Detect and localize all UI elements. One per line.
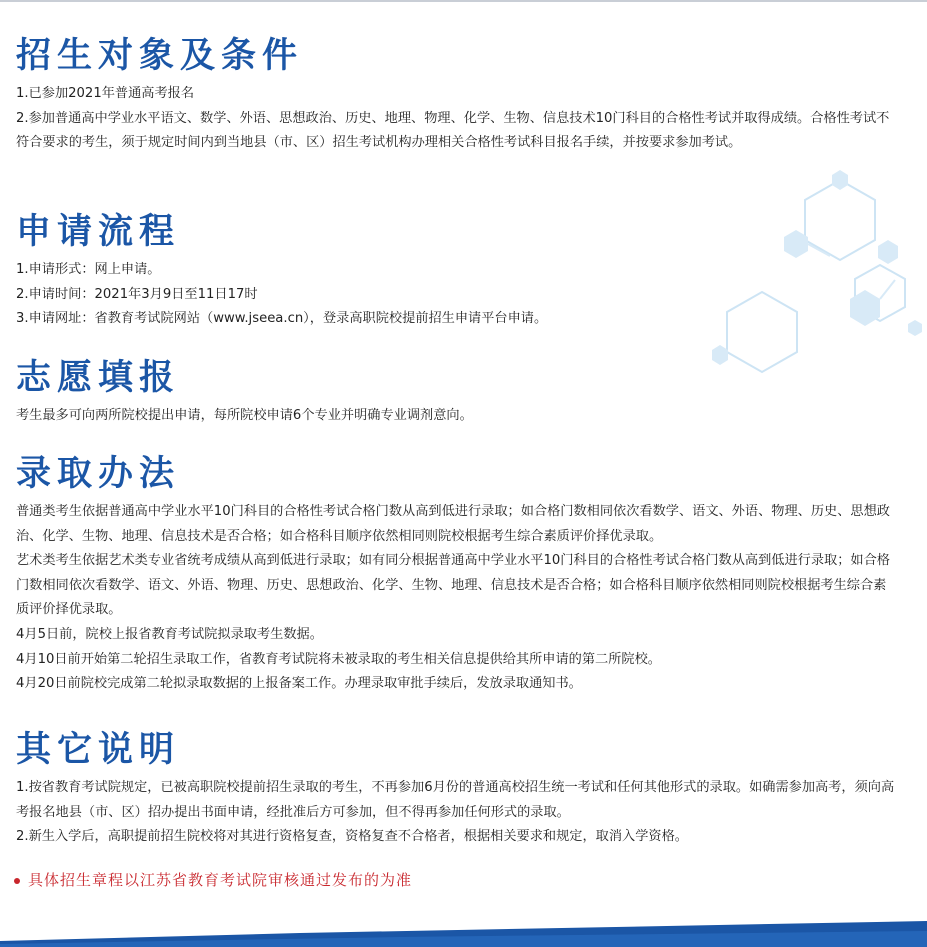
paragraph: 1.已参加2021年普通高考报名 [16,86,195,101]
section-enrollment-conditions [16,34,896,156]
footer-wave-band [0,907,927,947]
paragraph: 2.新生入学后，高职提前招生院校将对其进行资格复查，资格复查不合格者，根据相关要求和规定，取消入学资格。 [16,829,688,845]
paragraph: 1.按省教育考试院规定，已被高职院校提前招生录取的考生，不再参加6月份的普通高校招生统一考试和任何其他形式的录取。如确需参加高考，须向高考报名地县（市、区）招办提出书面申请，经批准后方可参加，但不得再参加任何形式的录取。 [16,780,895,820]
paragraph: 1.申请形式：网上申请。 [16,262,161,277]
paragraph: 3.申请网址：省教育考试院网站（www.jseea.cn），登录高职院校提前招生申请平台申请。 [16,311,548,327]
section-title: 其它说明 [16,730,181,770]
footer-note-text: 具体招生章程以江苏省教育考试院审核通过发布的为准 [28,871,413,889]
section-application-process [16,210,896,332]
paragraph: 艺术类考生依据艺术类专业省统考成绩从高到低进行录取；如有同分根据普通高中学业水平10门科目的合格性考试合格门数从高到低进行录取；如合格门数相同依次看数学、语文、外语、物理、历史、思想政治、化学、生物、地理、信息技术是否合格；如合格科目顺序依然相同则院校根据考生综合素质评价择优录取。 [16,553,890,618]
section-preference-filling [16,356,896,429]
paragraph: 4月20日前院校完成第二轮拟录取数据的上报备案工作。办理录取审批手续后，发放录取通知书。 [16,676,582,692]
paragraph: 考生最多可向两所院校提出申请，每所院校申请6个专业并明确专业调剂意向。 [16,408,473,423]
bullet-dot-icon [14,878,20,884]
section-title: 志愿填报 [16,358,181,398]
paragraph: 2.参加普通高中学业水平语文、数学、外语、思想政治、历史、地理、物理、化学、生物、信息技术10门科目的合格性考试并取得成绩。合格性考试不符合要求的考生，须于规定时间内到当地县（市、区）招生考试机构办理相关合格性考试科目报名手续，并按要求参加考试。 [16,110,890,151]
footer-note [14,869,412,890]
section-title: 录取办法 [16,454,181,494]
paragraph: 4月10日前开始第二轮招生录取工作，省教育考试院将未被录取的考生相关信息提供给其所申请的第二所院校。 [16,651,661,667]
paragraph: 2.申请时间：2021年3月9日至11日17时 [16,286,258,302]
section-title: 招生对象及条件 [16,36,304,76]
section-title: 申请流程 [16,212,181,252]
paragraph: 4月5日前，院校上报省教育考试院拟录取考生数据。 [16,626,323,642]
top-rule [0,0,927,2]
section-admission-method [16,452,896,697]
section-other-notes [16,728,896,850]
paragraph: 普通类考生依据普通高中学业水平10门科目的合格性考试合格门数从高到低进行录取；如合格门数相同依次看数学、语文、外语、物理、历史、思想政治、化学、生物、地理、信息技术是否合格；如合格科目顺序依然相同则院校根据考生综合素质评价择优录取。 [16,504,890,544]
